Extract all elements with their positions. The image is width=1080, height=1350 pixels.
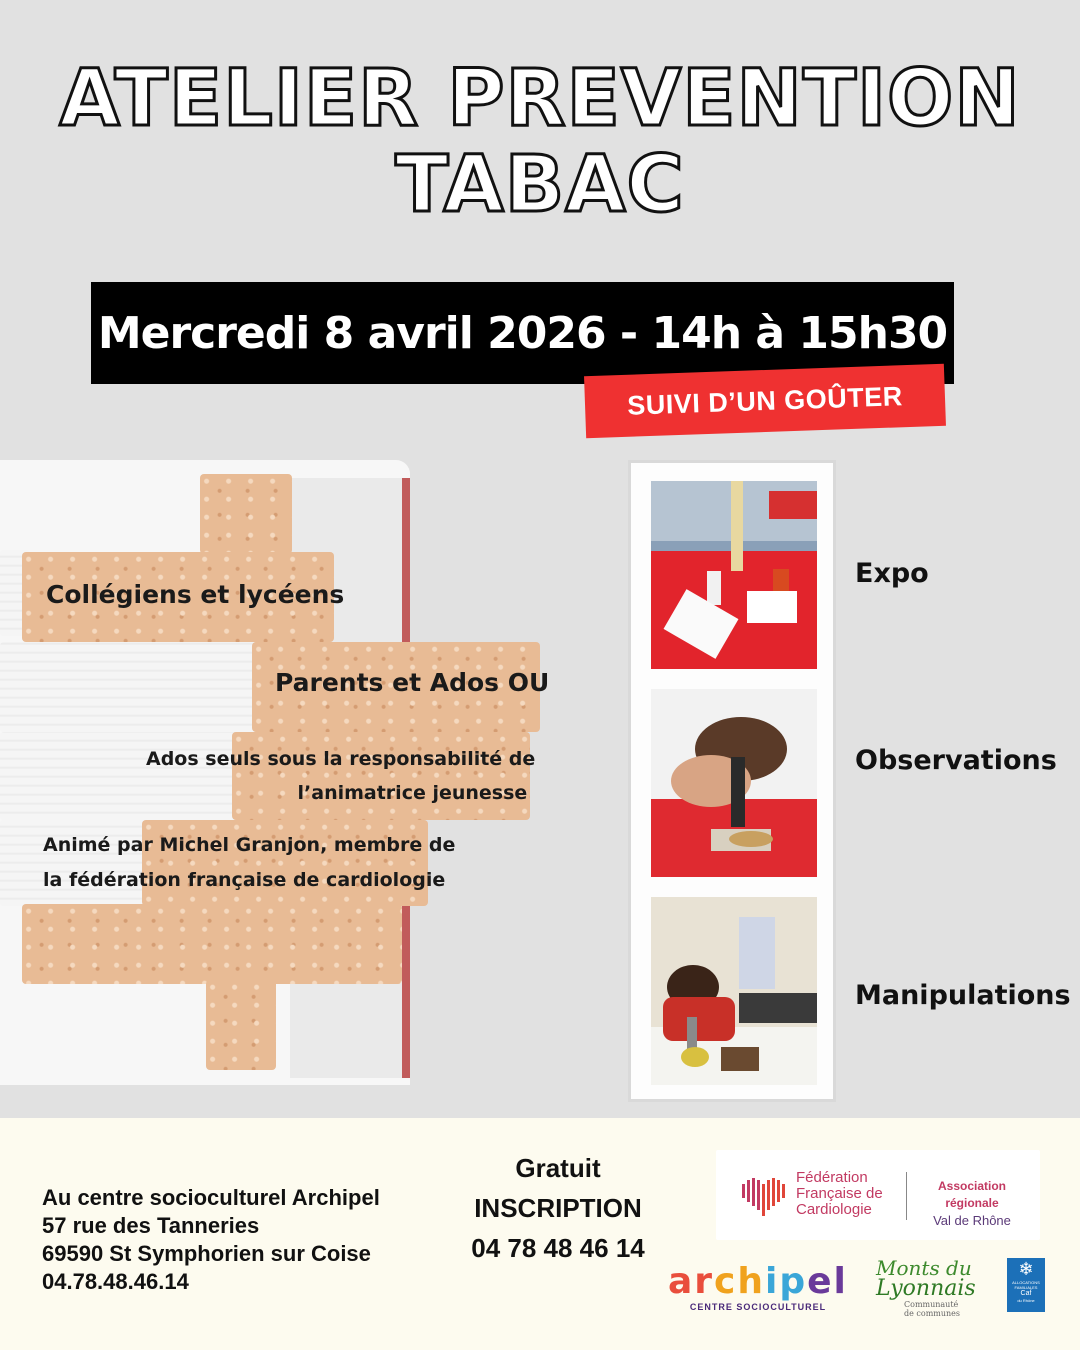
photo-expo bbox=[651, 481, 817, 669]
cigarette-filter bbox=[22, 904, 402, 984]
title-line-2: TABAC bbox=[395, 140, 685, 230]
photo-observations bbox=[651, 689, 817, 877]
expo-photo-image bbox=[651, 481, 817, 669]
inscription-label: INSCRIPTION bbox=[474, 1193, 642, 1223]
title-line-1: ATELIER PREVENTION bbox=[59, 54, 1021, 144]
activity-label-expo: Expo bbox=[855, 558, 929, 589]
archipel-subtitle: CENTRE SOCIOCULTUREL bbox=[689, 1302, 827, 1312]
caf-line-3: du Rhône bbox=[1017, 1298, 1035, 1303]
monts-line-4: de communes bbox=[904, 1309, 961, 1318]
ffc-name-line-1: Fédération bbox=[796, 1169, 868, 1186]
address-block bbox=[42, 1184, 380, 1296]
audience-item-4 bbox=[43, 828, 455, 898]
caf-logo bbox=[1007, 1258, 1045, 1312]
ffc-association bbox=[912, 1178, 1032, 1229]
archipel-wordmark: archipel bbox=[668, 1261, 848, 1302]
cigarette-pack-illustration bbox=[0, 460, 550, 1085]
monts-du-lyonnais-logo bbox=[876, 1258, 986, 1318]
inscription-block bbox=[442, 1148, 674, 1268]
cigarette-filter bbox=[200, 474, 292, 554]
ffc-name-line-2: Française de bbox=[796, 1185, 883, 1202]
inscription-phone: 04 78 48 46 14 bbox=[471, 1233, 645, 1263]
activity-label-manipulations: Manipulations bbox=[855, 980, 1071, 1011]
audience-item-1: Collégiens et lycéens bbox=[46, 580, 345, 609]
activity-label-observations: Observations bbox=[855, 745, 1057, 776]
caf-line-1: ALLOCATIONS FAMILIALES bbox=[1012, 1280, 1040, 1290]
ffc-name-line-3: Cardiologie bbox=[796, 1201, 872, 1218]
price-label: Gratuit bbox=[515, 1153, 601, 1183]
photo-strip bbox=[628, 460, 836, 1102]
heart-icon bbox=[740, 1174, 790, 1218]
monts-line-1: Monts du bbox=[876, 1256, 972, 1280]
date-text: Mercredi 8 avril 2026 - 14h à 15h30 bbox=[97, 307, 948, 359]
poster-title bbox=[0, 56, 1080, 228]
address-phone: 04.78.48.46.14 bbox=[42, 1269, 189, 1294]
address-line-1: Au centre socioculturel Archipel bbox=[42, 1185, 380, 1210]
monts-line-3: Communauté bbox=[904, 1300, 959, 1309]
gouter-text: SUIVI D’UN GOÛTER bbox=[626, 380, 904, 421]
cigarette-paper bbox=[0, 642, 260, 732]
ffc-association-line-2: Val de Rhône bbox=[933, 1213, 1011, 1228]
ffc-name bbox=[796, 1170, 883, 1218]
address-line-2: 57 rue des Tanneries bbox=[42, 1213, 260, 1238]
audience-item-3-line-1: Ados seuls sous la responsabilité de bbox=[146, 748, 536, 770]
ffc-divider bbox=[906, 1172, 907, 1220]
audience-item-4-line-2: la fédération française de cardiologie bbox=[43, 869, 446, 891]
snowflake-icon: ❄ bbox=[1018, 1259, 1034, 1279]
cigarette-filter bbox=[206, 980, 276, 1070]
observations-photo-image bbox=[651, 689, 817, 877]
audience-item-2: Parents et Ados OU bbox=[275, 668, 550, 697]
ffc-logo bbox=[716, 1150, 1040, 1240]
audience-item-3 bbox=[146, 742, 535, 810]
audience-item-3-line-2: l’animatrice jeunesse bbox=[297, 782, 528, 804]
caf-line-2: Caf bbox=[1020, 1290, 1032, 1297]
ffc-association-line-1: Association régionale bbox=[937, 1179, 1006, 1210]
gouter-tag bbox=[584, 364, 946, 439]
monts-line-2: Lyonnais bbox=[876, 1276, 976, 1301]
photo-manipulations bbox=[651, 897, 817, 1085]
archipel-logo bbox=[668, 1262, 848, 1322]
address-line-3: 69590 St Symphorien sur Coise bbox=[42, 1241, 371, 1266]
manipulations-photo-image bbox=[651, 897, 817, 1085]
audience-item-4-line-1: Animé par Michel Granjon, membre de bbox=[43, 834, 456, 856]
